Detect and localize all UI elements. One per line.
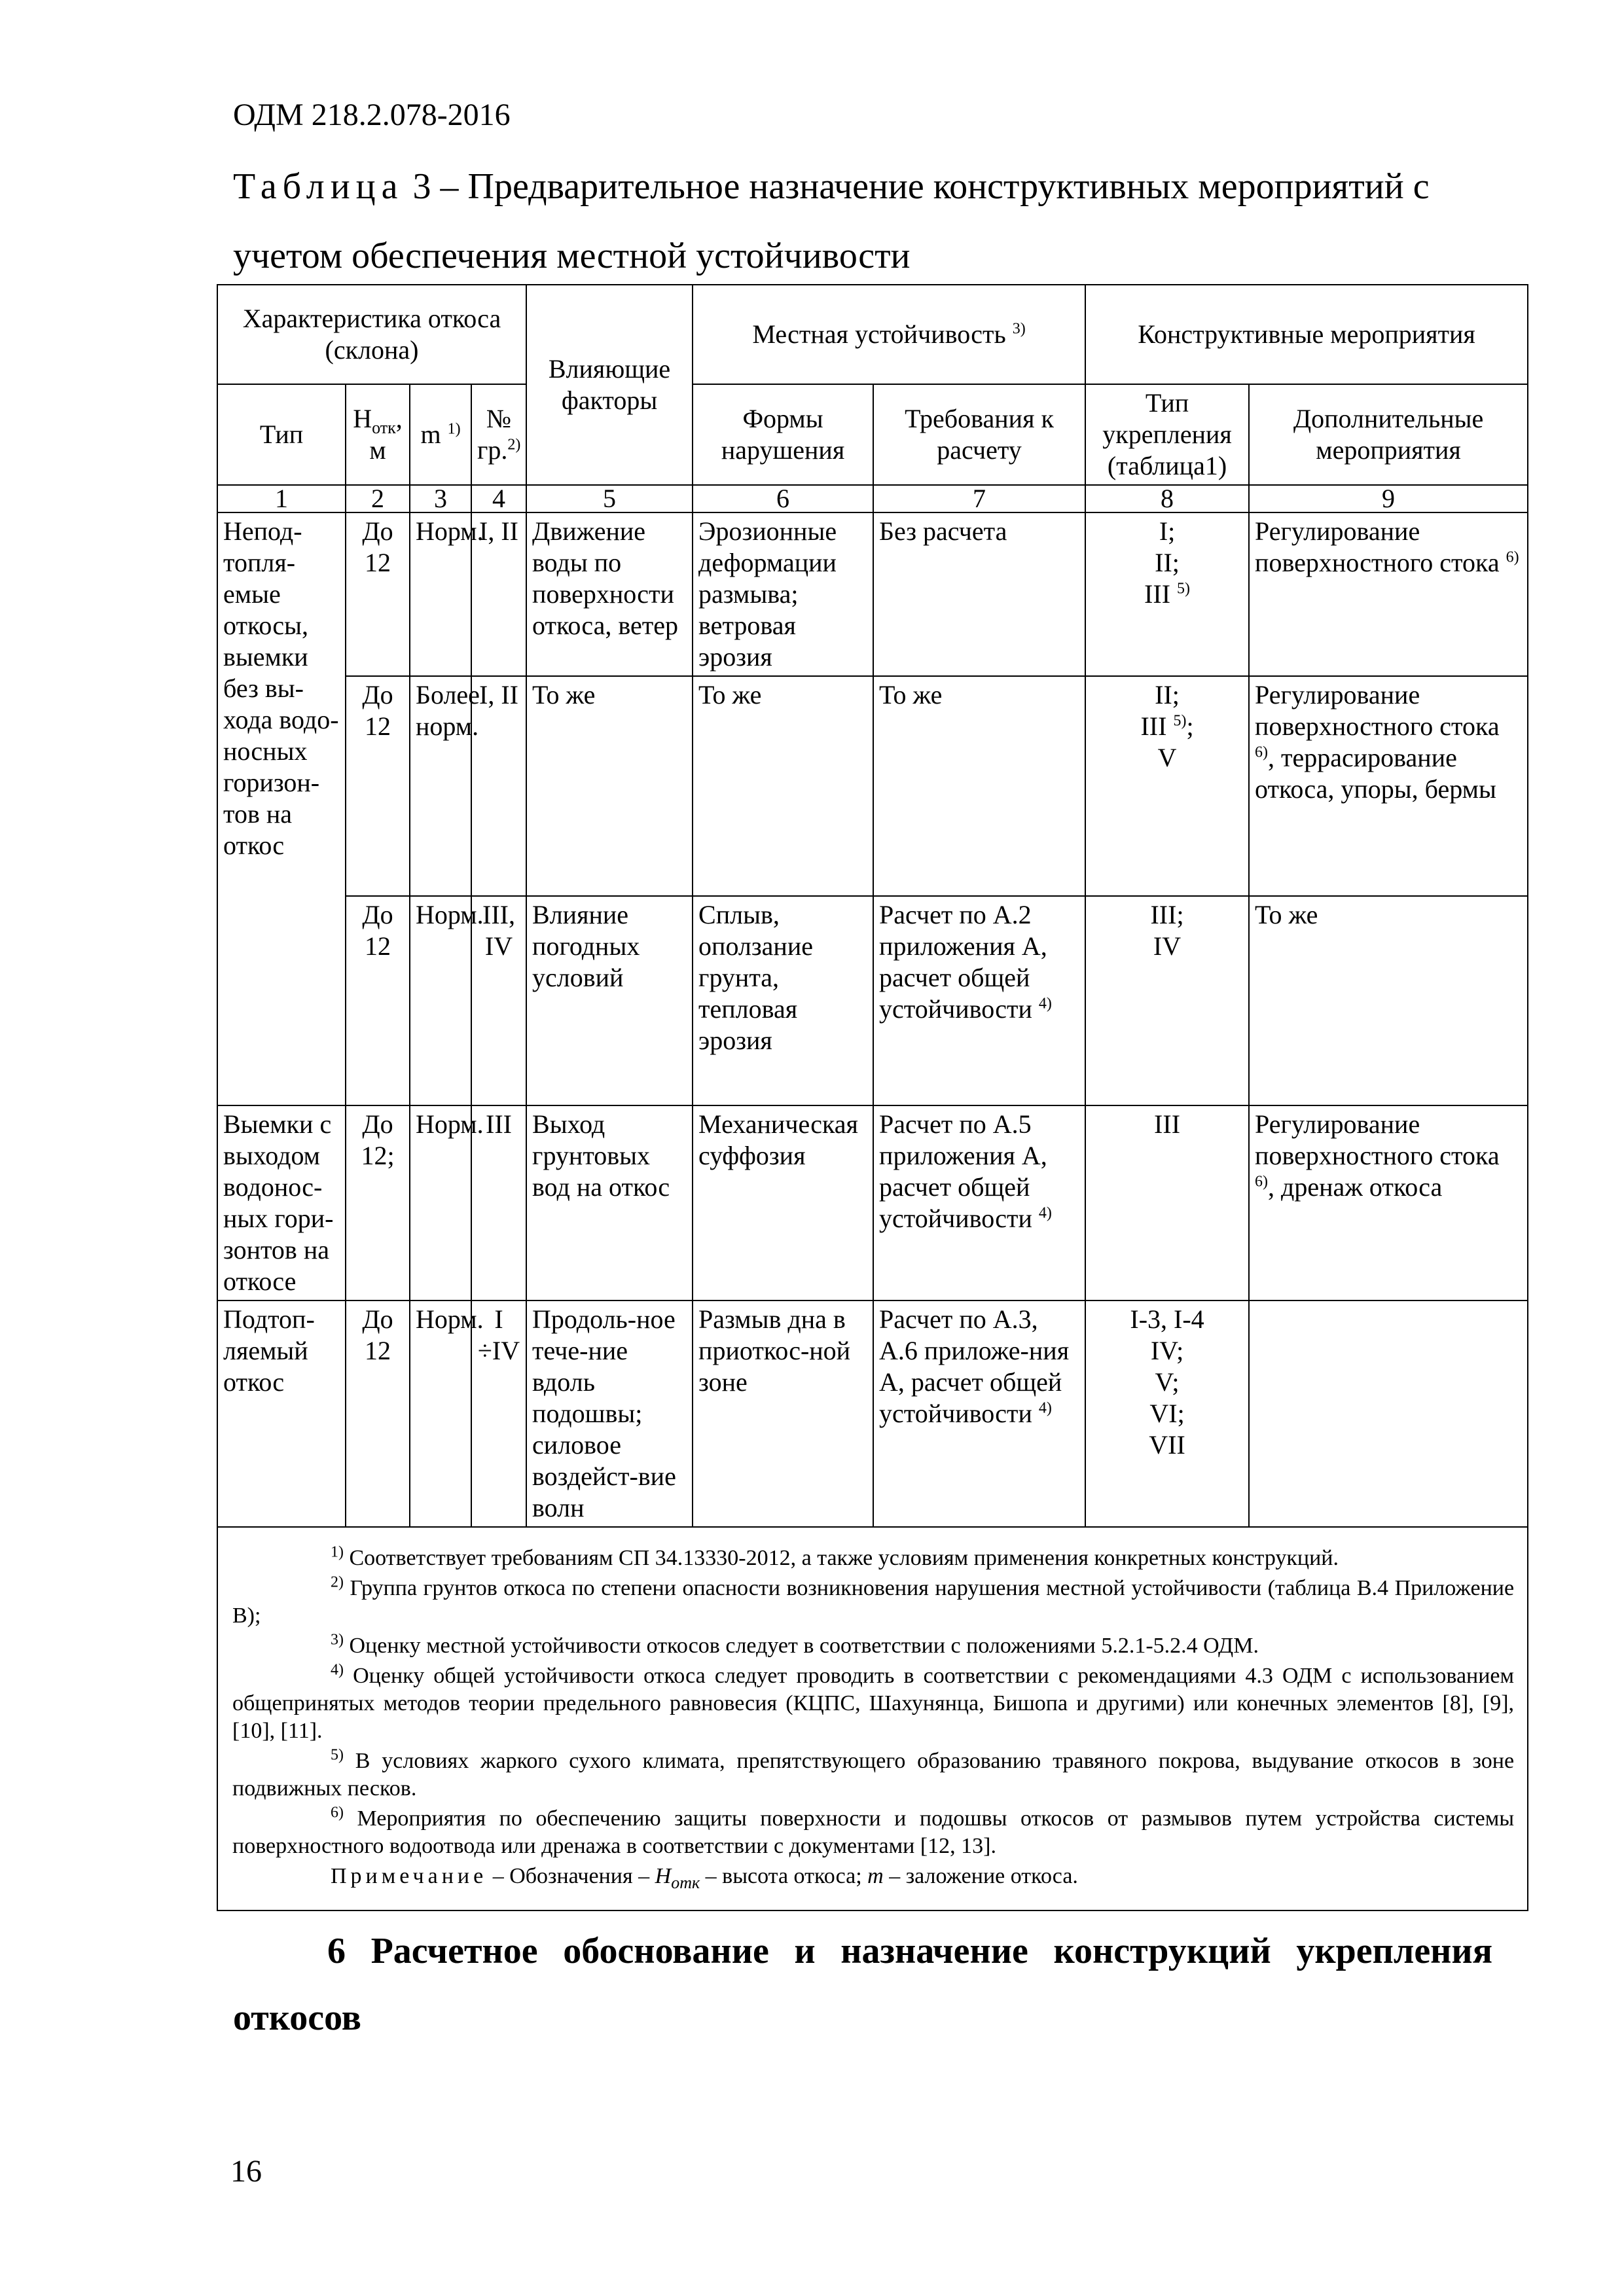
notes-row	[217, 1527, 1528, 1910]
requirements-text: Расчет по А.2 приложения А, расчет общей устойчивости	[879, 900, 1047, 1024]
cell-h: До 12	[346, 676, 410, 896]
cell-forms: Эрозионные деформации размыва; ветровая эрозия	[693, 512, 873, 676]
col-number: 4	[471, 485, 526, 512]
additional-text: Регулирование поверхностного стока	[1255, 680, 1500, 741]
cell-m: Норм.	[410, 512, 471, 676]
reinf-sup: 5)	[1173, 712, 1187, 730]
footnote	[232, 1662, 1514, 1745]
reinf-line: I;	[1159, 516, 1176, 546]
requirements-sup: 4)	[1038, 1399, 1052, 1417]
reinf-line: III;	[1150, 900, 1184, 929]
cell-factors: То же	[526, 676, 693, 896]
cell-reinforcement	[1085, 512, 1249, 676]
additional-sup: 6)	[1255, 744, 1269, 761]
header-h-main: H	[353, 404, 372, 433]
additional-text: Регулирование поверхностного стока	[1255, 516, 1500, 577]
reinf-line: V	[1157, 743, 1177, 772]
table-row	[217, 1105, 1528, 1300]
header-h	[346, 384, 410, 485]
header-additional: Дополнительные мероприятия	[1249, 384, 1528, 485]
col-number: 8	[1085, 485, 1249, 512]
table-caption	[233, 152, 1509, 291]
cell-factors: Продоль-ное тече-ние вдоль подошвы; силовое воздейст-вие волн	[526, 1300, 693, 1527]
header-group-sup: 2)	[507, 436, 521, 454]
header-m-sup: 1)	[447, 420, 461, 438]
additional-text: Регулирование поверхностного стока	[1255, 1109, 1500, 1170]
col-number: 1	[217, 485, 346, 512]
header-requirements: Требования к расчету	[873, 384, 1085, 485]
reinf-text: III	[1144, 579, 1171, 609]
remark-h: Н	[655, 1864, 672, 1888]
footnote	[232, 1575, 1514, 1630]
header-group	[471, 384, 526, 485]
cell-additional	[1249, 676, 1528, 896]
additional-sup: 6)	[1255, 1173, 1269, 1191]
remark-text: – Обозначения –	[487, 1864, 655, 1888]
header-group-text: № гр.	[477, 404, 512, 465]
cell-factors: Выход грунтовых вод на откос	[526, 1105, 693, 1300]
footnote	[232, 1545, 1514, 1572]
table-notes	[217, 1527, 1528, 1910]
cell-forms: Механическая суффозия	[693, 1105, 873, 1300]
footnote-mark: 6)	[331, 1804, 344, 1821]
caption-text: 3 – Предварительное назначение конструктивных мероприятий с учетом обеспечения местной устойчивости	[233, 166, 1430, 276]
footnote-text: Оценку местной устойчивости откосов следует в соответствии с положениями 5.2.1-5.2.4 ОДМ.	[344, 1634, 1259, 1658]
col-number: 9	[1249, 485, 1528, 512]
header-local-sup: 3)	[1012, 320, 1026, 338]
footnote-mark: 3)	[331, 1631, 344, 1649]
reinf-line: V;	[1155, 1367, 1180, 1397]
header-m	[410, 384, 471, 485]
remark-text: – высота откоса;	[700, 1864, 868, 1888]
footnote-mark: 5)	[331, 1746, 344, 1764]
header-measures: Конструктивные мероприятия	[1085, 285, 1528, 384]
col-number: 2	[346, 485, 410, 512]
reinf-line: II;	[1155, 548, 1180, 577]
reinf-line: IV;	[1150, 1336, 1184, 1365]
col-number: 7	[873, 485, 1085, 512]
cell-additional	[1249, 1300, 1528, 1527]
section-title-text: Расчетное обоснование и назначение конструкций укрепления	[370, 1931, 1492, 1971]
reinf-text: III	[1140, 711, 1167, 741]
header-slope: Характеристика откоса (склона)	[217, 285, 526, 384]
measures-table	[217, 284, 1528, 1911]
section-heading	[233, 1918, 1492, 2051]
cell-requirements: Без расчета	[873, 512, 1085, 676]
reinf-line: VI;	[1149, 1399, 1185, 1428]
footnote-mark: 2)	[331, 1573, 344, 1591]
additional-tail: , дренаж откоса	[1268, 1172, 1443, 1202]
footnote	[232, 1805, 1514, 1860]
cell-h: До 12	[346, 1300, 410, 1527]
reinf-sup: 5)	[1177, 580, 1191, 598]
reinf-tail: ;	[1186, 711, 1194, 741]
cell-additional: То же	[1249, 896, 1528, 1105]
cell-type: Выемки с выходом водонос-ных гори-зонтов на откосе	[217, 1105, 346, 1300]
table-row	[217, 512, 1528, 676]
footnote	[232, 1632, 1514, 1660]
cell-additional	[1249, 512, 1528, 676]
reinf-line: I-3, I-4	[1130, 1304, 1204, 1334]
cell-requirements	[873, 1105, 1085, 1300]
page-number: 16	[230, 2154, 262, 2189]
cell-reinforcement	[1085, 676, 1249, 896]
footnote-text: В условиях жаркого сухого климата, препятствующего образованию травяного покрова, выдувание откосов в зоне подвижных песков.	[232, 1749, 1515, 1801]
reinf-line: II;	[1155, 680, 1180, 709]
additional-tail: , террасирование откоса, упоры, бермы	[1255, 743, 1496, 804]
cell-h: До 12	[346, 896, 410, 1105]
section-title-line	[233, 1918, 1492, 1984]
col-number: 6	[693, 485, 873, 512]
cell-forms: То же	[693, 676, 873, 896]
header-reinforcement-type: Тип укрепления (таблица1)	[1085, 384, 1249, 485]
cell-m: Норм.	[410, 896, 471, 1105]
footnote-text: Мероприятия по обеспечению защиты поверхности и подошвы откосов от размывов путем устройства системы поверхностного водоотвода или дренажа в соответствии с документами [12, 13].	[232, 1806, 1515, 1858]
cell-factors: Движение воды по поверхности откоса, ветер	[526, 512, 693, 676]
remark-label: Примечание	[331, 1864, 488, 1888]
cell-additional	[1249, 1105, 1528, 1300]
header-m-text: m	[420, 420, 441, 449]
remark-h-sub: отк	[671, 1873, 700, 1892]
cell-requirements	[873, 896, 1085, 1105]
cell-group: I, II	[471, 512, 526, 676]
cell-reinforcement	[1085, 1300, 1249, 1527]
requirements-sup: 4)	[1038, 995, 1052, 1013]
caption-label: Таблица	[233, 166, 404, 207]
header-factors: Влияющие факторы	[526, 285, 693, 485]
cell-forms: Сплыв, оползание грунта, тепловая эрозия	[693, 896, 873, 1105]
cell-m: Более норм.	[410, 676, 471, 896]
header-local-text: Местная устойчивость	[752, 319, 1006, 349]
document-code: ОДМ 218.2.078-2016	[233, 98, 511, 132]
reinf-line: VII	[1149, 1430, 1185, 1460]
header-forms: Формы нарушения	[693, 384, 873, 485]
footnote-text: Соответствует требованиям СП 34.13330-2012, а также условиям применения конкретных конструкций.	[344, 1546, 1339, 1570]
reinf-line	[1091, 579, 1243, 610]
requirements-text: Расчет по А.5 приложения А, расчет общей устойчивости	[879, 1109, 1047, 1233]
cell-reinforcement	[1085, 896, 1249, 1105]
requirements-sup: 4)	[1038, 1204, 1052, 1222]
table-row	[217, 896, 1528, 1105]
cell-factors: Влияние погодных условий	[526, 896, 693, 1105]
table-row	[217, 676, 1528, 896]
footnote-text: Оценку общей устойчивости откоса следует проводить в соответствии с рекомендациями 4.3 ОДМ с использованием общепринятых методов теории предельного равновесия (КЦПС, Шахунянца, Бишопа и другими) или конечных элементов [8], [9], [10], [11].	[232, 1664, 1515, 1743]
footnote	[232, 1748, 1514, 1803]
table-row	[217, 1300, 1528, 1527]
cell-type: Подтоп-ляемый откос	[217, 1300, 346, 1527]
table-remark	[232, 1863, 1514, 1890]
reinf-line	[1091, 711, 1243, 742]
remark-text: – заложение откоса.	[883, 1864, 1078, 1888]
cell-requirements: То же	[873, 676, 1085, 896]
col-number: 5	[526, 485, 693, 512]
section-number: 6	[327, 1931, 346, 1971]
footnote-mark: 4)	[331, 1661, 344, 1679]
cell-m: Норм.	[410, 1105, 471, 1300]
requirements-text: Расчет по А.3, А.6 приложе-ния А, расчет общей устойчивости	[879, 1304, 1070, 1428]
header-h-unit: , м	[369, 404, 403, 465]
cell-requirements	[873, 1300, 1085, 1527]
cell-group: I, II	[471, 676, 526, 896]
cell-group: I ÷IV	[471, 1300, 526, 1527]
cell-group: III, IV	[471, 896, 526, 1105]
header-type: Тип	[217, 384, 346, 485]
cell-h: До 12;	[346, 1105, 410, 1300]
col-number: 3	[410, 485, 471, 512]
cell-reinforcement: III	[1085, 1105, 1249, 1300]
reinf-line: IV	[1153, 931, 1182, 961]
header-h-sub: отк	[372, 418, 396, 437]
header-local-stability	[693, 285, 1085, 384]
cell-h: До 12	[346, 512, 410, 676]
footnote-text: Группа грунтов откоса по степени опасности возникновения нарушения местной устойчивости (таблица В.4 Приложение В);	[232, 1576, 1515, 1628]
cell-m: Норм.	[410, 1300, 471, 1527]
cell-forms: Размыв дна в приоткос-ной зоне	[693, 1300, 873, 1527]
footnote-mark: 1)	[331, 1543, 344, 1561]
section-title-line: откосов	[233, 1998, 361, 2038]
cell-group: III	[471, 1105, 526, 1300]
remark-m: m	[867, 1864, 884, 1888]
cell-type: Непод-топля-емые откосы, выемки без вы-хода водо-носных горизон-тов на откос	[217, 512, 346, 1105]
additional-sup: 6)	[1506, 548, 1519, 566]
